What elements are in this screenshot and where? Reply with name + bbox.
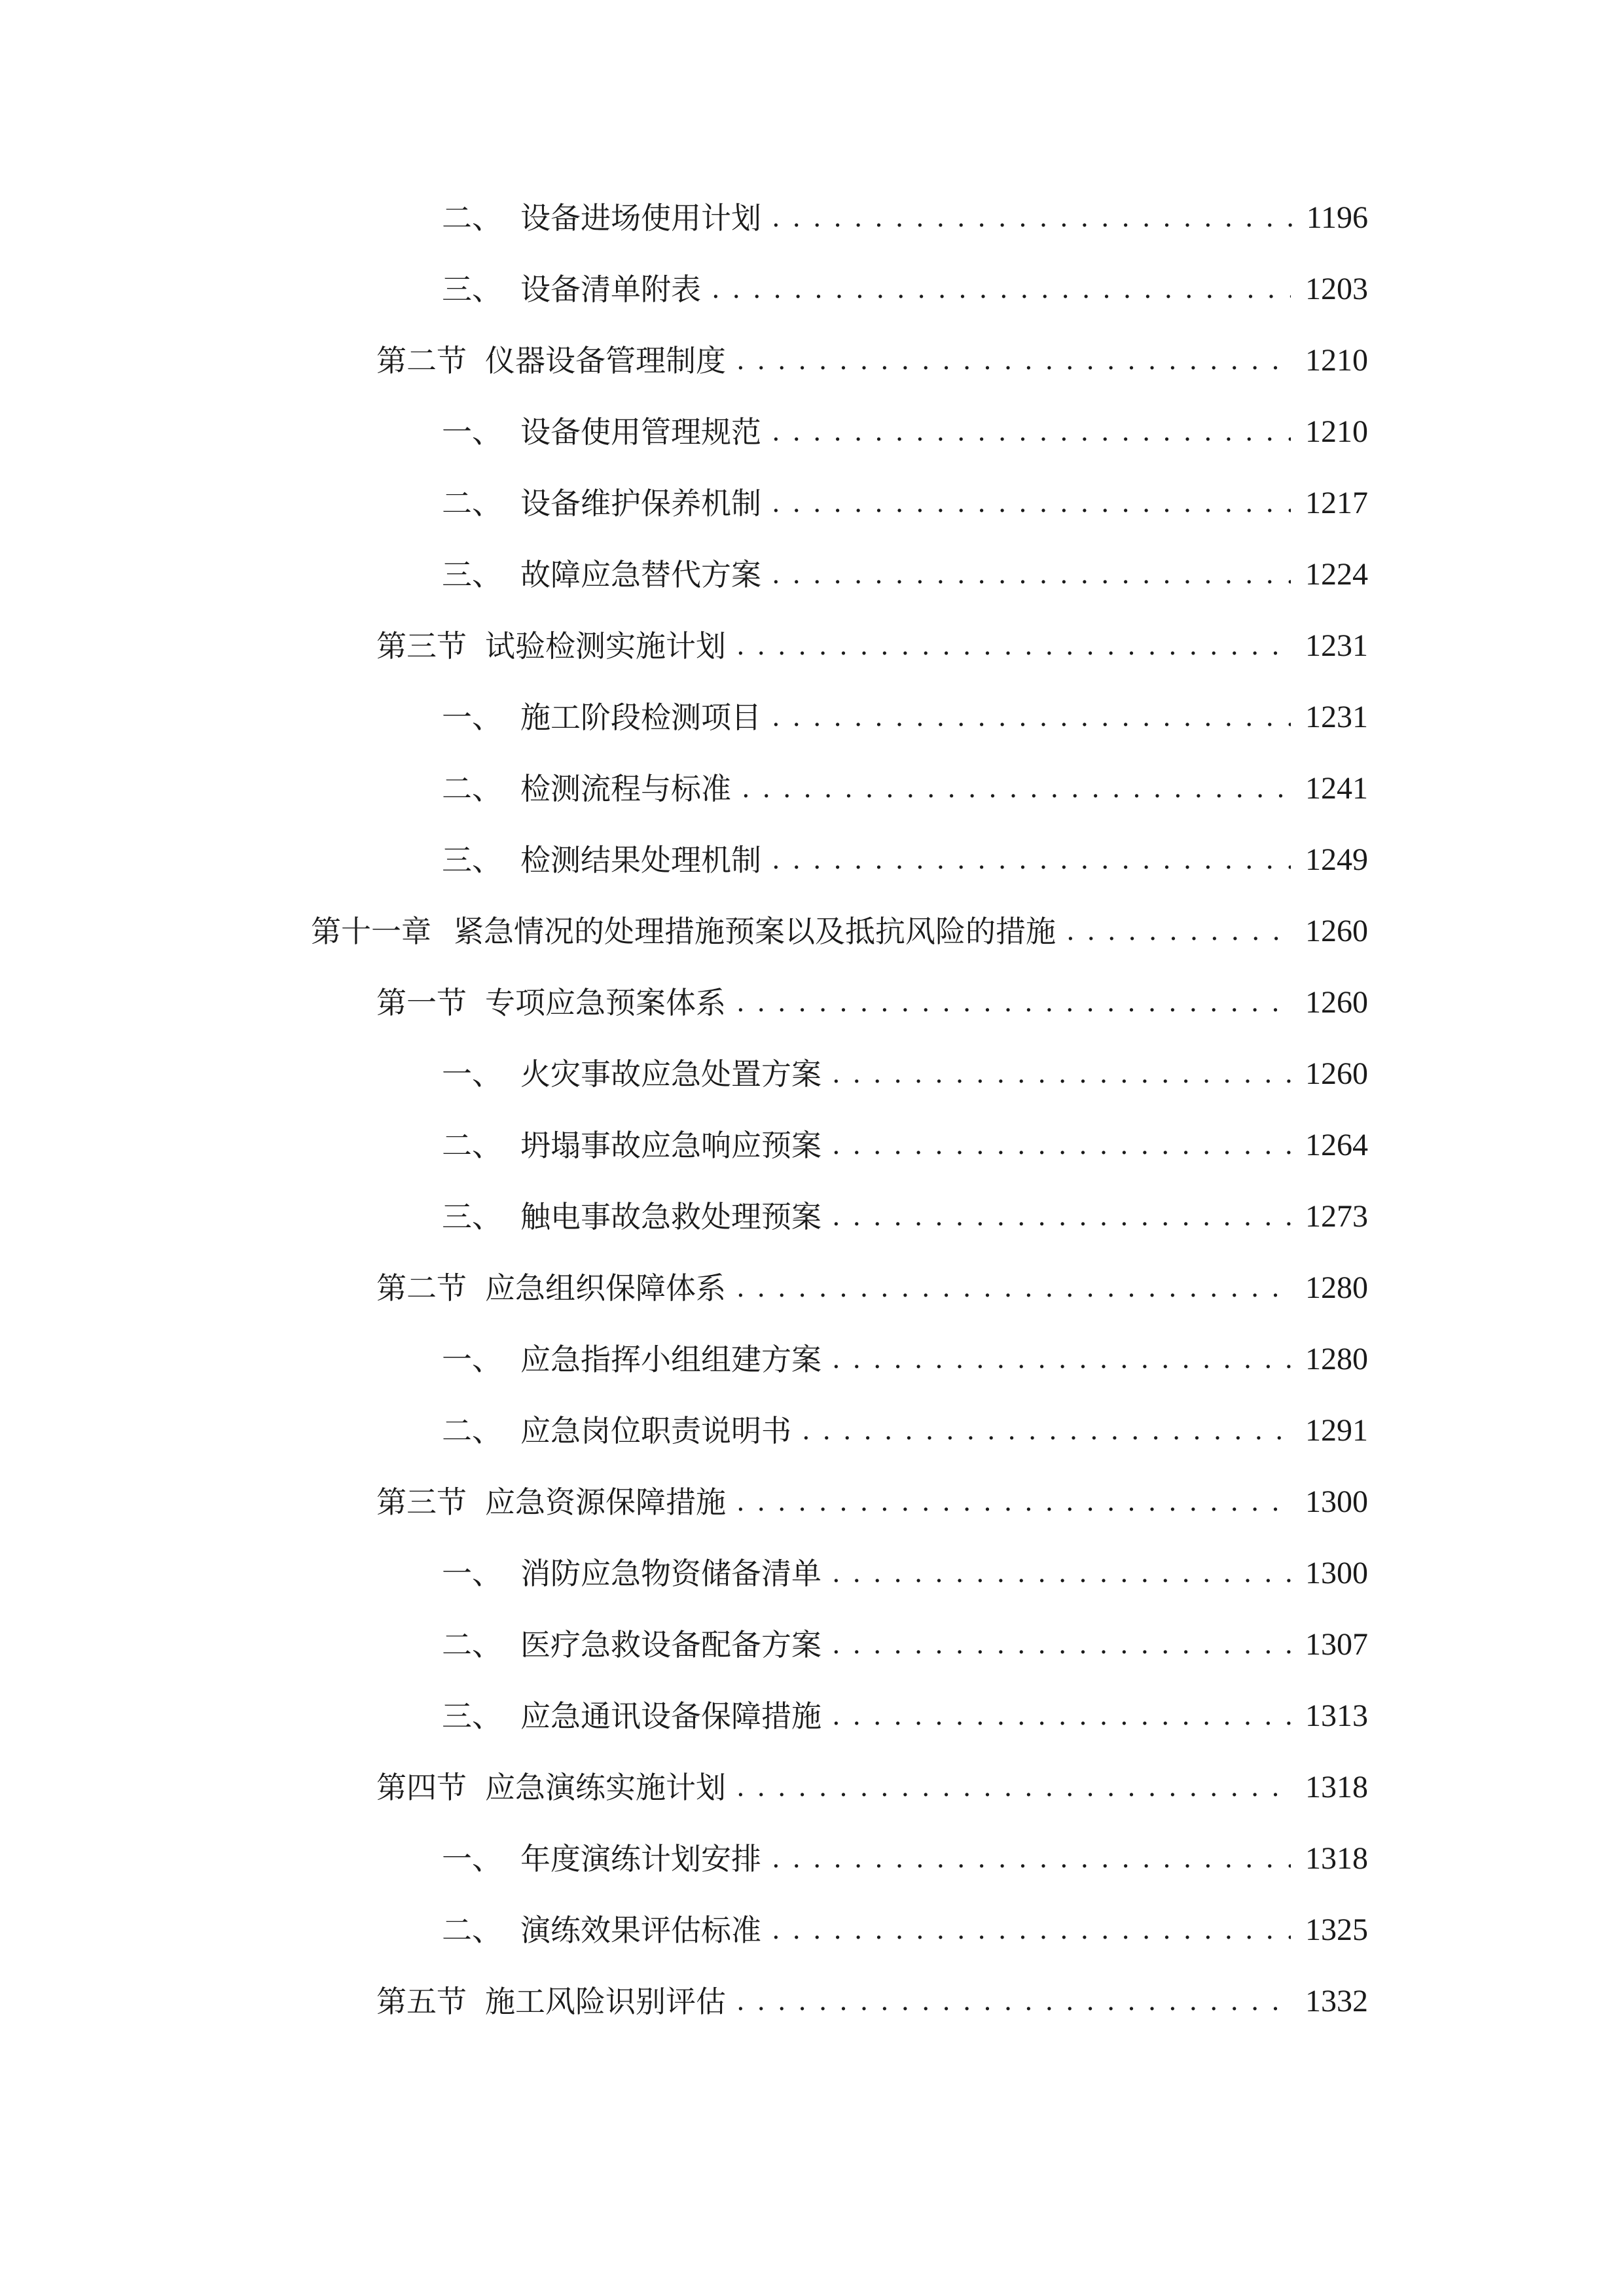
- toc-entry-page: 1224: [1305, 557, 1368, 592]
- toc-entry[interactable]: [442, 1907, 1368, 1953]
- dot-leader: [736, 1765, 1291, 1810]
- toc-entry-page: 1260: [1305, 985, 1368, 1020]
- toc-entry-title: 年度演练计划安排: [520, 1841, 761, 1876]
- toc-entry-title: 仪器设备管理制度: [485, 343, 726, 378]
- toc-entry-title: 施工阶段检测项目: [520, 700, 761, 735]
- toc-entry-title: 故障应急替代方案: [520, 557, 761, 592]
- toc-entry-title: 试验检测实施计划: [485, 628, 726, 664]
- toc-entry-title: 检测流程与标准: [520, 771, 731, 806]
- toc-entry-title: 应急资源保障措施: [485, 1484, 726, 1520]
- dot-leader: [772, 195, 1292, 241]
- toc-entry-prefix: 第二节: [376, 343, 467, 378]
- toc-entry-title: 专项应急预案体系: [485, 985, 726, 1020]
- toc-entry-page: 1231: [1305, 628, 1368, 663]
- dot-leader: [736, 1479, 1291, 1525]
- toc-entry-prefix: 二、: [442, 1627, 502, 1662]
- toc-entry-prefix: 第四节: [376, 1770, 467, 1805]
- toc-entry-page: 1231: [1305, 700, 1368, 734]
- toc-entry-page: 1264: [1305, 1128, 1368, 1162]
- toc-entry[interactable]: [442, 694, 1368, 740]
- dot-leader: [802, 1408, 1291, 1454]
- dot-leader: [832, 1122, 1291, 1168]
- toc-entry-prefix: 一、: [442, 1056, 502, 1092]
- dot-leader: [772, 1907, 1291, 1953]
- toc-entry-prefix: 第三节: [376, 1484, 467, 1520]
- toc-entry-title: 演练效果评估标准: [520, 1912, 761, 1948]
- dot-leader: [736, 1979, 1291, 2024]
- dot-leader: [772, 1836, 1291, 1882]
- toc-entry-prefix: 二、: [442, 1912, 502, 1948]
- toc-entry-title: 消防应急物资储备清单: [520, 1556, 821, 1591]
- toc-entry-page: 1300: [1305, 1484, 1368, 1519]
- toc-entry-prefix: 一、: [442, 414, 502, 450]
- toc-entry-prefix: 三、: [442, 272, 502, 307]
- dot-leader: [742, 766, 1291, 812]
- toc-entry[interactable]: [442, 1693, 1368, 1739]
- dot-leader: [832, 1336, 1291, 1382]
- toc-entry-title: 医疗急救设备配备方案: [520, 1627, 821, 1662]
- dot-leader: [736, 980, 1291, 1026]
- toc-entry-page: 1241: [1305, 771, 1368, 806]
- toc-entry[interactable]: [442, 1336, 1368, 1382]
- dot-leader: [832, 1194, 1291, 1240]
- dot-leader: [832, 1622, 1291, 1668]
- toc-entry[interactable]: [442, 1836, 1368, 1882]
- toc-entry-title: 施工风险识别评估: [485, 1984, 726, 2019]
- toc-entry[interactable]: [442, 1122, 1368, 1168]
- toc-entry-prefix: 三、: [442, 1698, 502, 1734]
- toc-entry-page: 1196: [1306, 200, 1368, 235]
- toc-entry-page: 1260: [1305, 1056, 1368, 1091]
- toc-entry[interactable]: [442, 195, 1368, 241]
- toc-entry-title: 应急组织保障体系: [485, 1270, 726, 1306]
- dot-leader: [736, 1265, 1291, 1311]
- toc-entry-prefix: 一、: [442, 1556, 502, 1591]
- toc-entry-page: 1313: [1305, 1698, 1368, 1733]
- toc-entry-page: 1273: [1305, 1199, 1368, 1234]
- toc-entry-title: 火灾事故应急处置方案: [520, 1056, 821, 1092]
- toc-entry-title: 应急指挥小组组建方案: [520, 1342, 821, 1377]
- toc-entry[interactable]: [442, 1194, 1368, 1240]
- toc-entry-page: 1210: [1305, 414, 1368, 449]
- toc-entry-title: 坍塌事故应急响应预案: [520, 1128, 821, 1163]
- dot-leader: [736, 338, 1291, 384]
- toc-entry-page: 1217: [1305, 486, 1368, 520]
- toc-entry-title: 应急岗位职责说明书: [520, 1413, 791, 1448]
- toc-entry-page: 1260: [1305, 914, 1368, 948]
- toc-entry[interactable]: [442, 409, 1368, 455]
- dot-leader: [832, 1551, 1291, 1596]
- toc-entry-page: 1280: [1305, 1270, 1368, 1305]
- toc-entry-page: 1300: [1305, 1556, 1368, 1590]
- toc-entry[interactable]: [442, 766, 1368, 812]
- toc-entry[interactable]: [442, 1408, 1368, 1454]
- toc-entry-prefix: 一、: [442, 1342, 502, 1377]
- toc-entry-prefix: 一、: [442, 1841, 502, 1876]
- toc-entry-title: 应急通讯设备保障措施: [520, 1698, 821, 1734]
- toc-entry-page: 1203: [1305, 272, 1368, 306]
- toc-entry[interactable]: [311, 908, 1368, 954]
- dot-leader: [772, 694, 1291, 740]
- toc-entry-prefix: 三、: [442, 842, 502, 878]
- toc-entry[interactable]: [442, 552, 1368, 598]
- toc-entry[interactable]: [376, 623, 1368, 669]
- dot-leader: [772, 480, 1291, 526]
- toc-entry[interactable]: [442, 1551, 1368, 1596]
- toc-entry-title: 设备进场使用计划: [520, 200, 761, 236]
- toc-entry-prefix: 二、: [442, 1128, 502, 1163]
- toc-entry-page: 1249: [1305, 842, 1368, 877]
- dot-leader: [832, 1051, 1291, 1097]
- toc-entry-title: 设备使用管理规范: [520, 414, 761, 450]
- toc-entry-prefix: 第二节: [376, 1270, 467, 1306]
- toc-entry[interactable]: [442, 837, 1368, 883]
- toc-entry[interactable]: [376, 1479, 1368, 1525]
- toc-entry[interactable]: [442, 480, 1368, 526]
- dot-leader: [832, 1693, 1291, 1739]
- toc-entry-page: 1280: [1305, 1342, 1368, 1376]
- toc-entry[interactable]: [442, 1622, 1368, 1668]
- toc-entry-prefix: 二、: [442, 1413, 502, 1448]
- toc-entry-prefix: 二、: [442, 486, 502, 521]
- toc-entry-prefix: 二、: [442, 200, 502, 236]
- toc-entry-title: 应急演练实施计划: [485, 1770, 726, 1805]
- toc-entry-prefix: 三、: [442, 557, 502, 592]
- toc-entry-title: 设备维护保养机制: [520, 486, 761, 521]
- toc-entry-prefix: 二、: [442, 771, 502, 806]
- toc-entry-prefix: 第三节: [376, 628, 467, 664]
- toc-entry[interactable]: [442, 266, 1368, 312]
- toc-entry[interactable]: [376, 1265, 1368, 1311]
- toc-entry-page: 1318: [1305, 1770, 1368, 1804]
- toc-entry[interactable]: [442, 1051, 1368, 1097]
- dot-leader: [772, 837, 1291, 883]
- toc-entry-page: 1307: [1305, 1627, 1368, 1662]
- toc-entry[interactable]: [376, 1765, 1368, 1810]
- toc-entry-prefix: 第一节: [376, 985, 467, 1020]
- dot-leader: [712, 266, 1291, 312]
- toc-entry-prefix: 第十一章: [311, 914, 431, 949]
- toc-entry[interactable]: [376, 338, 1368, 384]
- toc-entry-page: 1291: [1305, 1413, 1368, 1448]
- toc-entry-page: 1325: [1305, 1912, 1368, 1947]
- dot-leader: [772, 409, 1291, 455]
- toc-entry-prefix: 一、: [442, 700, 502, 735]
- dot-leader: [1066, 908, 1291, 954]
- toc-entry[interactable]: [376, 1979, 1368, 2024]
- dot-leader: [772, 552, 1291, 598]
- toc-entry[interactable]: [376, 980, 1368, 1026]
- toc-entry-title: 紧急情况的处理措施预案以及抵抗风险的措施: [454, 914, 1056, 949]
- toc-entry-title: 设备清单附表: [520, 272, 701, 307]
- toc-entry-page: 1332: [1305, 1984, 1368, 2018]
- dot-leader: [736, 623, 1291, 669]
- toc-entry-prefix: 三、: [442, 1199, 502, 1234]
- toc-entry-title: 触电事故急救处理预案: [520, 1199, 821, 1234]
- toc-entry-prefix: 第五节: [376, 1984, 467, 2019]
- toc-entry-page: 1318: [1305, 1841, 1368, 1876]
- toc-entry-title: 检测结果处理机制: [520, 842, 761, 878]
- toc-entry-page: 1210: [1305, 343, 1368, 378]
